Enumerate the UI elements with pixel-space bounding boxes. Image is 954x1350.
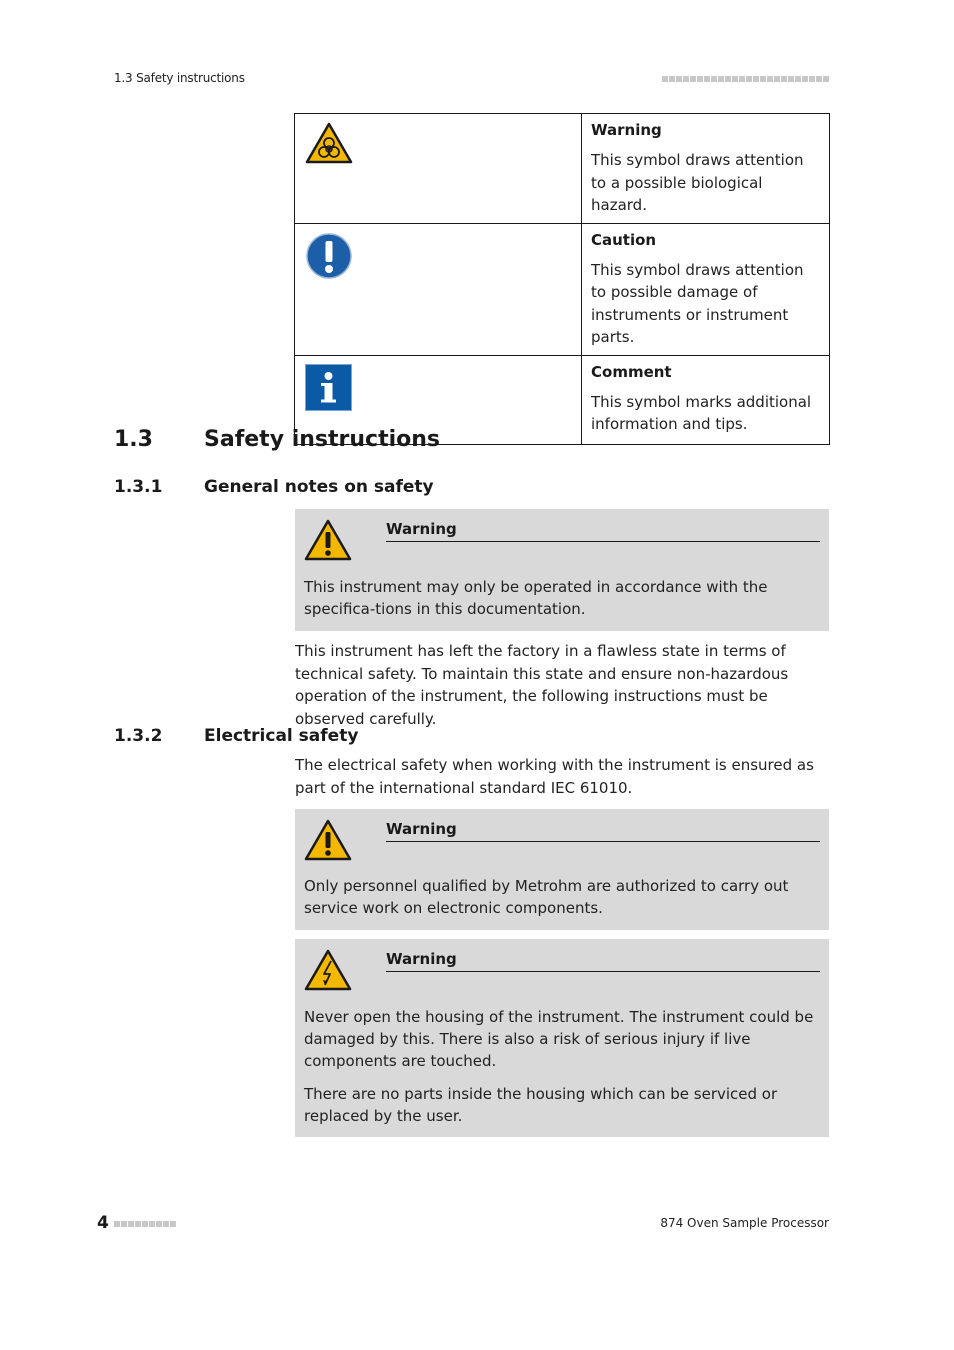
info-icon	[305, 364, 352, 411]
exclamation-circle-icon	[305, 232, 353, 280]
warning-title: Warning	[386, 949, 820, 972]
header-dot-bar	[662, 76, 829, 82]
symbol-description: This symbol draws attention to a possible biological hazard.	[591, 151, 804, 214]
section-title: Safety instructions	[204, 427, 440, 452]
warning-triangle-icon	[304, 519, 352, 561]
page-number: 4	[97, 1213, 109, 1233]
section-number: 1.3	[114, 427, 153, 452]
biohazard-icon	[305, 122, 353, 164]
text-cell	[582, 223, 830, 355]
warning-triangle-icon	[304, 819, 352, 861]
paragraph: This instrument has left the factory in a flawless state in terms of technical safety. To maintain this state and ensure non-hazardous operation of the instrument, the following instructions must be observed carefully.	[295, 642, 789, 728]
running-header	[114, 71, 829, 89]
subsection-heading-electrical	[114, 726, 358, 746]
warning-text: Never open the housing of the instrument. The instrument could be damaged by this. There is also a risk of serious injury if live components are touched.	[304, 1008, 814, 1070]
document-title: 874 Oven Sample Processor	[660, 1216, 829, 1230]
header-section-label: 1.3 Safety instructions	[114, 71, 245, 85]
warning-title: Warning	[386, 819, 820, 842]
subsection-heading-general	[114, 477, 434, 497]
icon-cell	[295, 223, 582, 355]
subsection-title: Electrical safety	[204, 726, 359, 746]
text-cell	[582, 355, 830, 444]
warning-text: This instrument may only be operated in accordance with the specifica-tions in this documentation.	[304, 578, 768, 618]
high-voltage-icon	[304, 949, 352, 991]
footer-dot-bar	[114, 1221, 176, 1227]
table-row	[295, 114, 830, 224]
icon-cell	[295, 114, 582, 224]
subsection-number: 1.3.2	[114, 726, 163, 746]
symbol-description: This symbol marks additional information and tips.	[591, 392, 812, 433]
paragraph: The electrical safety when working with the instrument is ensured as part of the international standard IEC 61010.	[295, 756, 814, 797]
symbol-title: Caution	[591, 230, 657, 249]
warning-box	[295, 509, 829, 631]
symbol-title: Warning	[591, 121, 662, 139]
subsection-number: 1.3.1	[114, 477, 163, 497]
warning-title: Warning	[386, 519, 820, 542]
symbol-title: Comment	[591, 362, 672, 381]
text-cell	[582, 114, 830, 224]
symbol-table	[294, 113, 830, 445]
warning-box	[295, 809, 829, 930]
symbol-description: This symbol draws attention to possible damage of instruments or instrument parts.	[591, 260, 804, 346]
warning-box	[295, 939, 829, 1137]
section-heading	[114, 427, 440, 452]
warning-text: Only personnel qualified by Metrohm are authorized to carry out service work on electronic components.	[304, 877, 789, 917]
warning-text: There are no parts inside the housing which can be serviced or replaced by the user.	[304, 1085, 778, 1125]
table-row	[295, 223, 830, 355]
subsection-title: General notes on safety	[204, 477, 434, 497]
